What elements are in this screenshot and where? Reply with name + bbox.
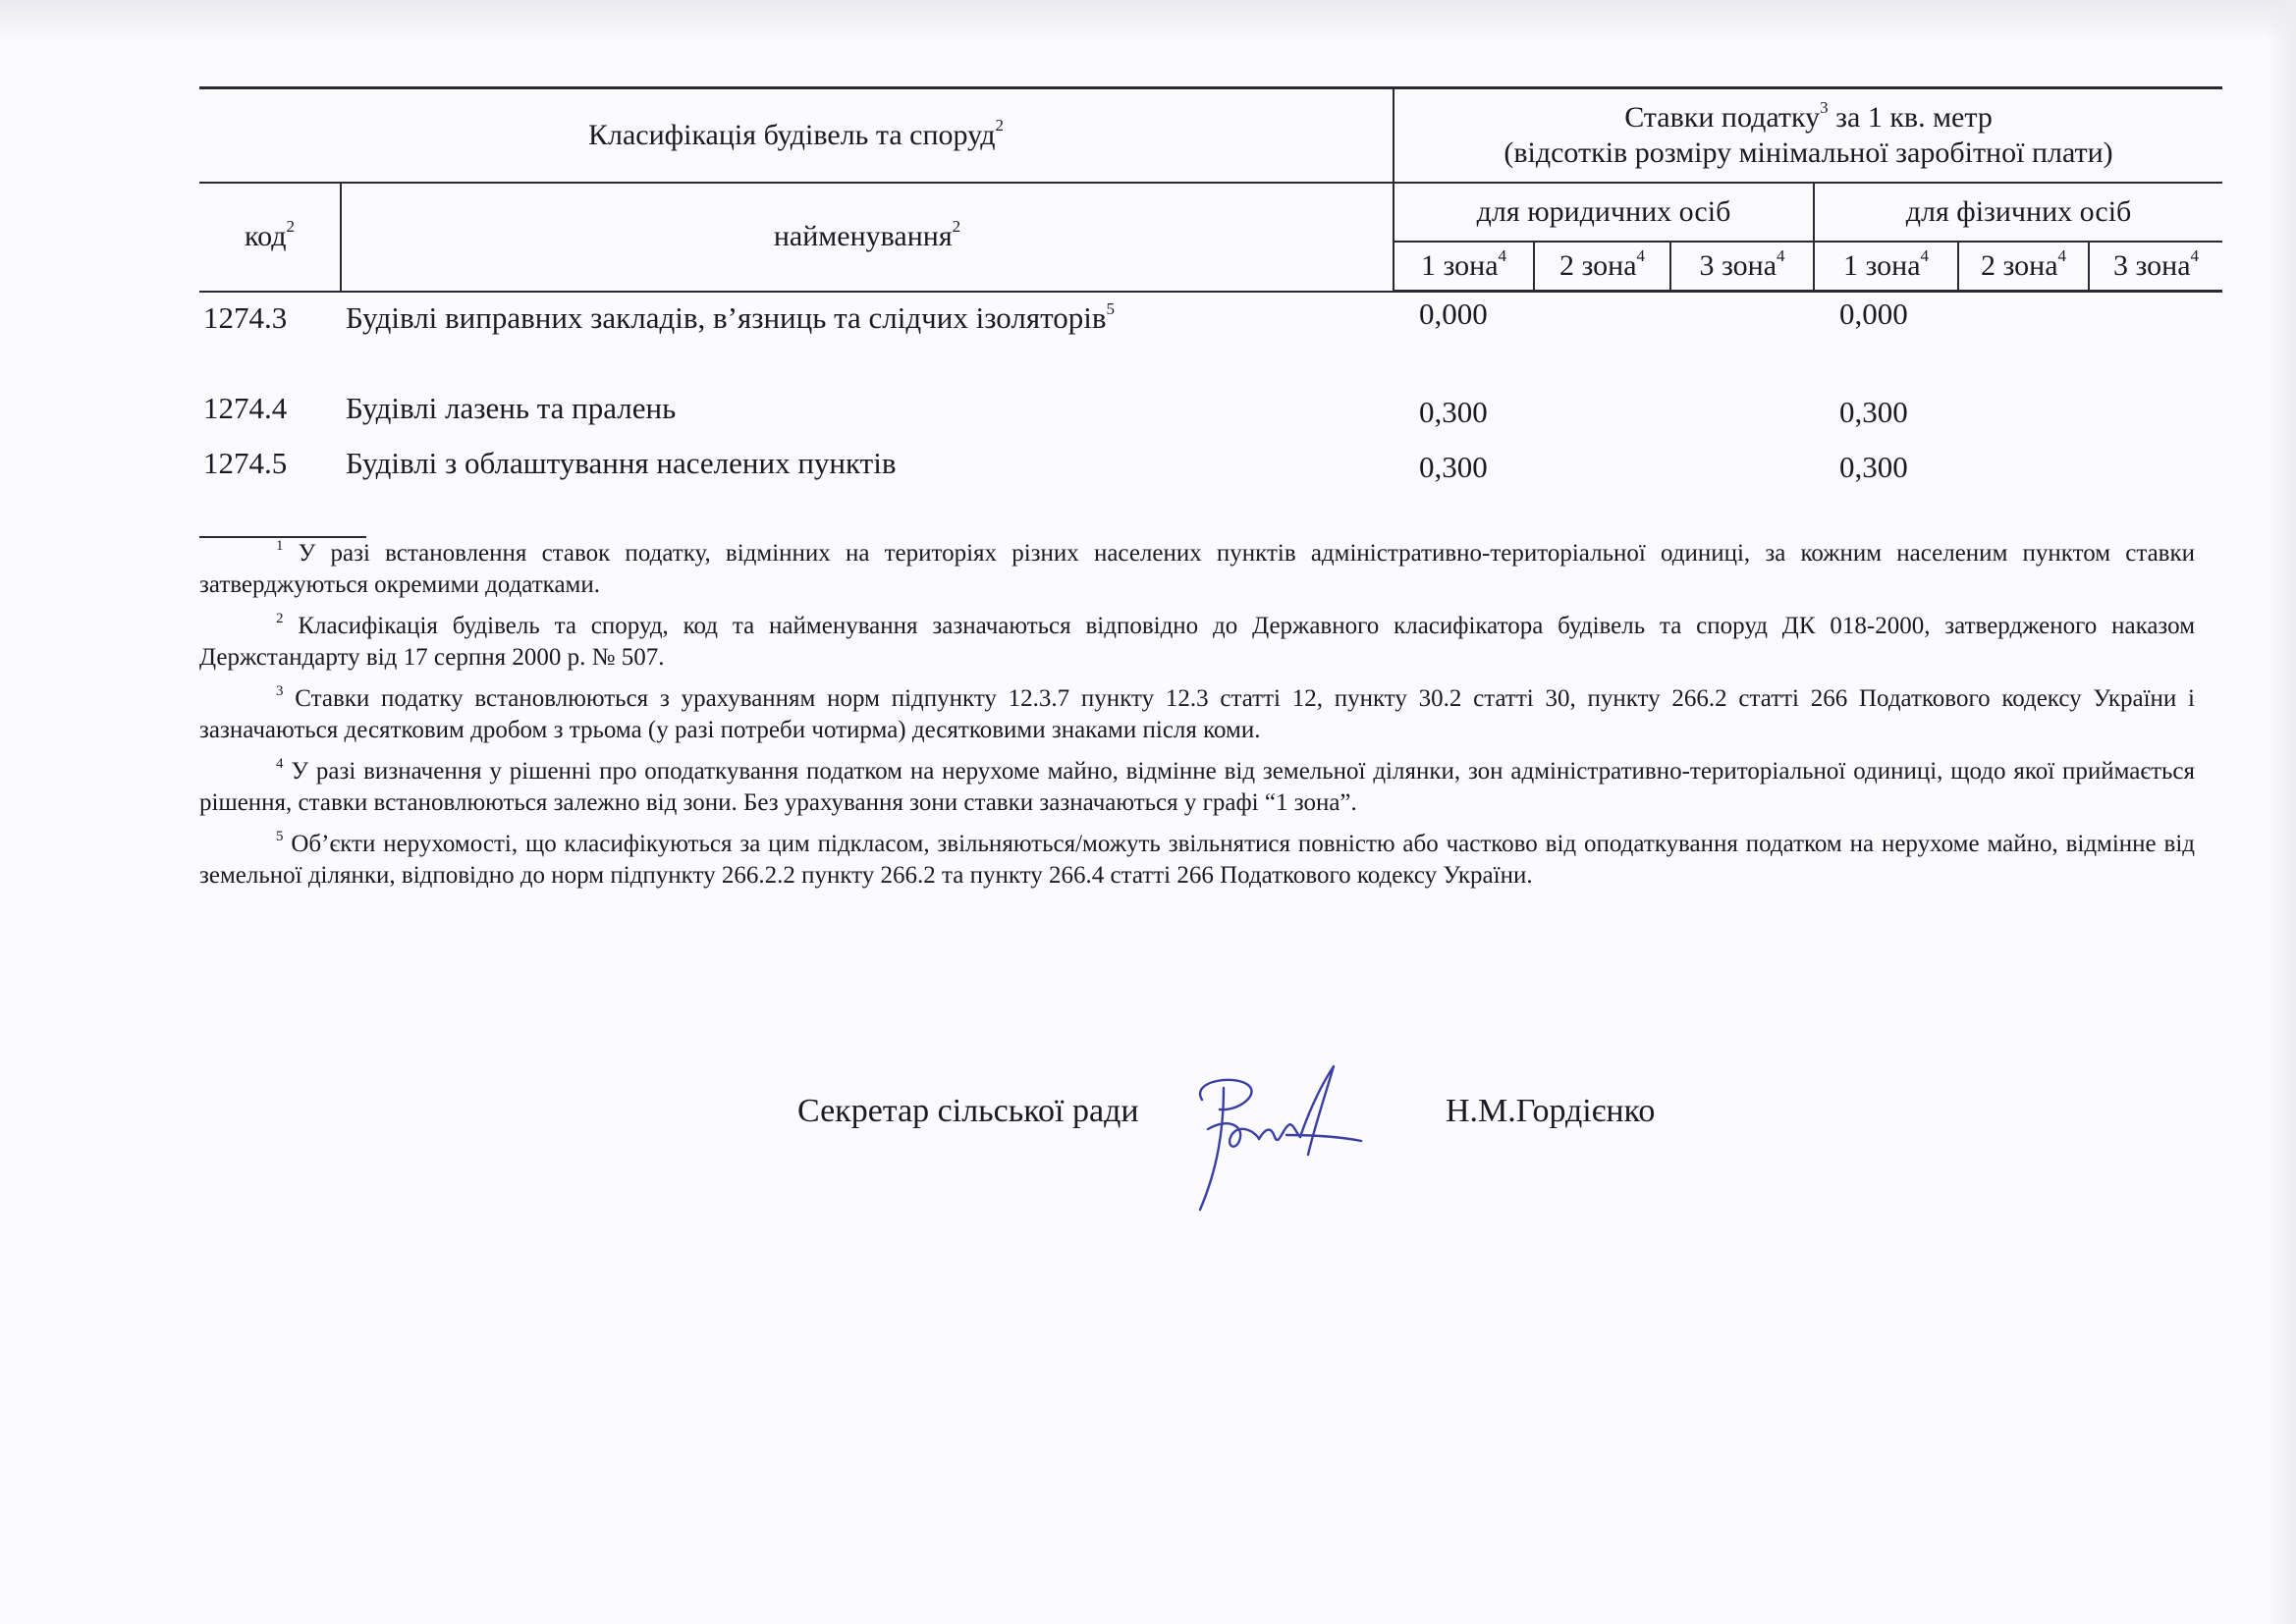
handwritten-signature [1169,1060,1365,1218]
table-row [199,446,2222,497]
individual-zone-2-value [1958,446,2089,497]
individual-zone-1-value: 0,300 [1839,395,1908,429]
footnote: $^1$ У разі встановлення ставок податку, відмінних на територіях різних населених пунктів адміністративно-територіальної одиниці, за кожним населеним пунктом ставки затверджуються окремими додатками. [199,538,2195,598]
table-row [199,391,2222,446]
legal-entities-header: для юридичних осіб [1394,183,1814,242]
legal-zone-2-value [1534,446,1670,497]
individual-zone-3-value [2089,391,2222,446]
individual-zone-2-value [1958,391,2089,446]
individual-zone-1-value: 0,300 [1839,450,1908,484]
legal-zone-1-value: 0,000 [1419,297,1488,331]
legal-zone-3-value [1670,292,1814,392]
footnote: $^3$ Ставки податку встановлюються з урахуванням норм підпункту 12.3.7 пункту 12.3 статті 12, пункту 30.2 статті 30, пункту 266.2 статті 266 Податкового кодексу України і зазначаються десятковим дробом з трьома (у разі потреби чотирма) десятковими знаками після коми. [199,683,2196,743]
tax-rates-table [199,86,2222,497]
legal-zone-3-value [1670,446,1814,497]
page-edge-shadow [0,0,2296,41]
legal-zone-1-value: 0,300 [1419,450,1488,484]
footnotes [199,538,2195,901]
row-name: Будівлі виправних закладів, в’язниць та слідчих ізоляторів$^5$ [346,298,1115,335]
row-name: Будівлі з облаштування населених пунктів [346,446,897,480]
legal-zone-2-value [1534,292,1670,392]
individual-zone-1-header: 1 зона$^4$ [1814,242,1958,292]
legal-zone-1-header: 1 зона$^4$ [1394,242,1534,292]
signatory-role: Секретар сільської ради [797,1093,1139,1129]
classification-header: Класифікація будівель та споруд$^2$ [199,88,1394,184]
row-code: 1274.4 [203,391,288,425]
individual-zone-2-header: 2 зона$^4$ [1958,242,2089,292]
name-column-header: найменування$^2$ [341,183,1394,292]
legal-zone-2-value [1534,391,1670,446]
page-edge-shadow-right [2267,0,2296,1624]
individual-zone-3-value [2089,292,2222,392]
row-code: 1274.3 [203,299,288,335]
legal-zone-3-value [1670,391,1814,446]
footnote: $^2$ Класифікація будівель та споруд, код та найменування зазначаються відповідно до Державного класифікатора будівель та споруд ДК 018-2000, затвердженого наказом Держстандарту від 17 серпня 2000 р. № 507. [199,611,2196,671]
individual-zone-3-value [2089,446,2222,497]
individual-zone-3-header: 3 зона$^4$ [2089,242,2222,292]
individual-zone-2-value [1958,292,2089,392]
signatory-name: Н.М.Гордієнко [1446,1093,1656,1129]
legal-zone-1-value: 0,300 [1419,395,1488,429]
individuals-header: для фізичних осіб [1814,183,2222,242]
footnote: $^5$ Об’єкти нерухомості, що класифікуються за цим підкласом, звільняються/можуть звільнятися повністю або частково від оподаткування податком на нерухоме майно, відмінне від земельної ділянки, відповідно до норм підпункту 266.2.2 пункту 266.2 та пункту 266.4 статті 266 Податкового кодексу України. [199,829,2195,889]
row-name: Будівлі лазень та пралень [346,391,677,425]
individual-zone-1-value: 0,000 [1839,297,1908,331]
legal-zone-3-header: 3 зона$^4$ [1670,242,1814,292]
rates-header: Ставки податку$^3$ за 1 кв. метр (відсотків розміру мінімальної заробітної плати) [1394,88,2222,184]
legal-zone-2-header: 2 зона$^4$ [1534,242,1670,292]
row-code: 1274.5 [203,446,288,480]
code-column-header: код$^2$ [199,183,341,292]
table-row [199,292,2222,392]
footnote: $^4$ У разі визначення у рішенні про оподаткування податком на нерухоме майно, відмінне від земельної ділянки, зон адміністративно-територіальної одиниці, щодо якої приймається рішення, ставки встановлюються залежно від зони. Без урахування зони ставки зазначаються у графі “1 зона”. [199,756,2196,816]
